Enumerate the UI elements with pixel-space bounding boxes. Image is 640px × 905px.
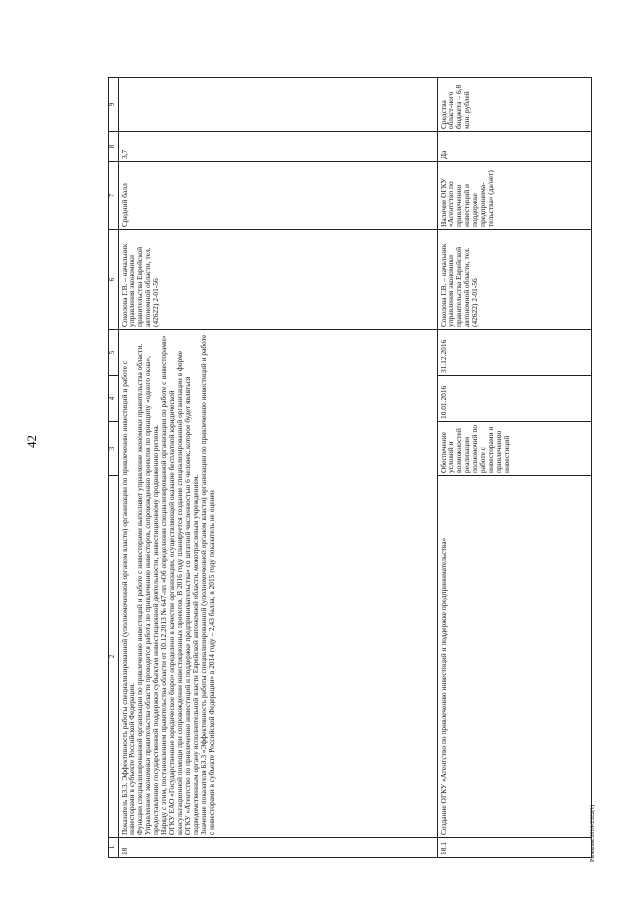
- funding-source: [119, 78, 438, 132]
- header-cell: 1: [109, 838, 119, 858]
- end-date: 31.12.2016: [438, 330, 592, 376]
- header-cell: 9: [109, 78, 119, 132]
- table-row-18-1: [438, 78, 592, 858]
- indicator-description: [119, 330, 438, 838]
- row-number: 18.1: [438, 838, 592, 858]
- document-code: Рыжкова/2016-2322(1): [590, 804, 596, 862]
- measure-goal: Обеспечение условий и возможностей реализации полномочий по работе с инвесторами и привлечению инвестиций: [438, 422, 592, 476]
- indicator-value: Да: [438, 132, 592, 162]
- action-plan-table: [108, 77, 592, 858]
- paragraph: Показатель Б3.3. Эффективность работы специализированной (уполномоченной органом власти) организации по привлечению инвестиций и работе с инвесторами в субъекте Российской Федерации.: [119, 360, 137, 835]
- header-cell: 4: [109, 376, 119, 422]
- row-number: 18: [119, 838, 438, 858]
- indicator-name: Наличие ОГКУ «Агентство по привлечению инвестиций и поддержке предпринима-тельства» (да/нет): [438, 162, 592, 230]
- indicator-name: Средний балл: [119, 162, 438, 230]
- header-cell: 6: [109, 230, 119, 330]
- start-date: 10.01.2016: [438, 376, 592, 422]
- header-cell: 5: [109, 330, 119, 376]
- paragraph: Наряду с этим, постановлением правительства области от 10.12.2013 № 647-пп «Об определении специализированной организации по работе с инвесторами» ОГКУ ЕАО «Государственное юридическое бюро» определено в качестве организации, осуществляющей оказание бесплатной юридической консультационной помощи при сопровождении инвестиционных проектов. В 2016 году планируется создание специализированной организации в форме ОГКУ «Агентство по привлечению инвестиций и поддержке предпринимательства» со штатной численностью 6 человек, которое будет являться подведомственным органу исполнительной власти Еврейской автономной области, межотраслевым учреждением.: [159, 335, 201, 835]
- header-row: [109, 78, 119, 858]
- table-row-18: [119, 78, 438, 858]
- header-cell: 3: [109, 422, 119, 476]
- paragraph: Функции специализированной организации по привлечению инвестиций и работе с инвесторами выполняет управление экономики правительства области.: [135, 343, 145, 835]
- page-number: 42: [24, 435, 39, 448]
- indicator-value: 3,7: [119, 132, 438, 162]
- action-plan-table-rotated: [108, 78, 608, 858]
- header-cell: 8: [109, 132, 119, 162]
- measure-name: Создание ОГКУ «Агентство по привлечению инвестиций и поддержке предпринимательства»: [438, 476, 592, 838]
- paragraph: Значение показателя Б3.3 «Эффективность работы специализированной (уполномоченной органом власти) организации по привлечению инвестиций и работе с инвесторами в субъекте Российской Федерации» в 2014 году – 2,43 балла, в 2015 году показатель не оценен: [199, 334, 217, 835]
- header-cell: 7: [109, 162, 119, 230]
- responsible-person: Соколова Г.В. – начальник управления экономики правительства Еврейской автономной области, тел. (42622) 2-01-56: [119, 230, 438, 330]
- funding-source: Средства област-ного бюджета – 6,8 млн. рублей: [438, 78, 592, 132]
- header-cell: 2: [109, 476, 119, 838]
- responsible-person: Соколова Г.В. – начальник управления экономики правительства Еврейской автономной области, тел. (42622) 2-01-56: [438, 230, 592, 330]
- paragraph: Управлением экономики правительства области проводится работа по привлечению инвесторов, сопровождению проектов по принципу «одного окна», предоставлению государственной поддержки субъектам инвестиционной деятельности, инвестиционному продвижению региона.: [143, 356, 161, 835]
